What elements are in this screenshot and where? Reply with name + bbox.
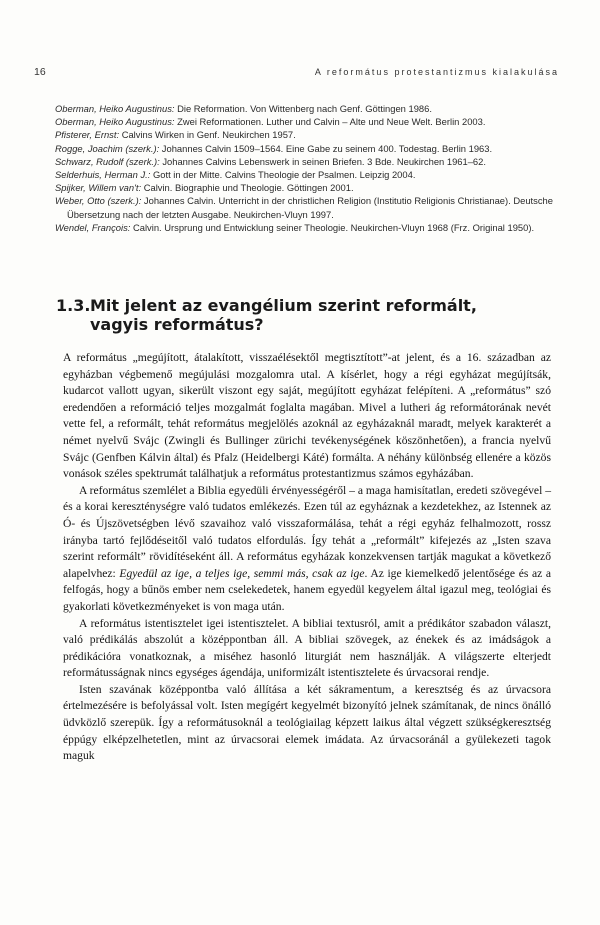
reference-author: Rogge, Joachim (szerk.): — [55, 142, 160, 154]
reference-author: Selderhuis, Herman J.: — [55, 169, 151, 181]
reference-list — [55, 102, 565, 234]
reference-author: Oberman, Heiko Augustinus: — [55, 103, 175, 114]
section-number: 1.3. — [56, 296, 91, 315]
reference-entry — [55, 181, 565, 194]
paragraph-text: A református szemlélet a Biblia egyedüli érvényességéről – a maga hamisítatlan, eredeti szövegével – és a korai kereszténységre való tudatos emlékezés. Ezen túl az egyháznak a kezdetekhez, az Istennek az Ó- és Újszövetségben lévő szavaihoz való visszaformálása, tehát a régi egyház felhalmozott, rossz irányba tartó fejlődéseitől való tudatos elfordulás. Így tehát a „reformált” kifejezés az „Isten szava szerint reformált” rövidítéseként áll. A református egyházak konzekvensen tartják magukat a következő alapelvhez: — [63, 483, 551, 580]
section-heading-line-1 — [56, 296, 556, 315]
reference-author: Oberman, Heiko Augustinus: — [55, 116, 175, 128]
section-heading — [56, 296, 556, 334]
reference-author: Pfisterer, Ernst: — [55, 129, 120, 141]
reference-text: Calvin. Ursprung und Entwicklung seiner Theologie. Neukirchen-Vluyn 1968 (Frz. Original 1950). — [130, 221, 535, 233]
reference-text: Johannes Calvin 1509–1564. Eine Gabe zu seinem 400. Todestag. Berlin 1963. — [159, 142, 493, 154]
page-number: 16 — [34, 66, 46, 78]
reference-entry — [55, 128, 565, 141]
paragraph: Isten szavának középpontba való állítása a két sákramentum, a keresztség és az úrvacsora értelmezésére is befolyással volt. Isten megígért kegyelmét bizonyító jelnek számítanak, de nincs önálló üdvközlő szerepük. Így a reformátusoknál a teológiailag képzett laikus által végzett szükségkeresztség éppúgy elképzelhetetlen, mint az úrvacsorai elemek imádata. Az úrvacsoránál a gyülekezeti tagok maguk — [63, 682, 551, 763]
reference-text: Gott in der Mitte. Calvins Theologie der Psalmen. Leipzig 2004. — [150, 169, 416, 181]
reference-text: Zwei Reformationen. Luther und Calvin – Alte und Neue Welt. Berlin 2003. — [174, 116, 486, 128]
reference-entry — [55, 221, 565, 234]
paragraph: A református istentisztelet igei istentisztelet. A bibliai textusról, amit a prédikátor szabadon választ, való prédikálás abszolút a középpontban áll. A bibliai szövegek, az énekek és az imádságok a prédikációra vonatkoznak, a miséhez hasonló liturgiát nem használják. A világszerte elterjedt reformátusságnak nincs egységes ágendája, uniformizált istentisztelete és úrvacsorai rendje. — [63, 616, 551, 680]
paragraph — [63, 483, 551, 616]
running-title: A református protestantizmus kialakulása — [314, 67, 559, 77]
reference-text: Calvins Wirken in Genf. Neukirchen 1957. — [119, 129, 296, 141]
paragraph: A református „megújított, átalakított, visszaélésektől megtisztított”-at jelent, és a 16. században az egyházban végbemenő megújulási mozgalomra utal. A kísérlet, hogy a régi egyházat megújítsák, kudarcot vallott ugyan, sikerült viszont egy saját, megújított egyházat felépíteni. A „református” szó eredendően a reformáció teljes mozgalmát foglalta magában. Mivel a lutheri ág reformátorának nevét vette fel, a reformált, tehát református megjelölés azoknál az egyházaknál maradt, melyek karakterét a német nyelvű Svájc (Zwingli és Bullinger zürichi tevékenységének köszönhetően), a francia nyelvű Svájc (Genfben Kálvin által) és Pfalz (Heidelbergi Káté) formálta. A néhány különbség ellenére a közös vonások széles spektrumát találhatjuk a református protestantizmus számos egyházában. — [63, 351, 551, 481]
paragraph-text: . Az ige kiemelkedő jelentősége és az a felfogás, hogy a bűnös ember nem cselekedetek, hanem egyedül kegyelem által igazul meg, teológiai és gyakorlati következményeket is von maga után. — [63, 566, 552, 613]
body-text — [63, 350, 551, 765]
reference-text: Johannes Calvins Lebenswerk in seinen Briefen. 3 Bde. Neukirchen 1961–62. — [159, 155, 486, 167]
reference-entry — [55, 168, 565, 181]
running-header — [34, 66, 559, 78]
reference-text: Die Reformation. Von Wittenberg nach Genf. Göttingen 1986. — [174, 103, 432, 114]
section-title-line-2: vagyis református? — [90, 315, 264, 334]
section-title-line-1: Mit jelent az evangélium szerint reformált, — [90, 296, 477, 315]
reference-text: Calvin. Biographie und Theologie. Göttingen 2001. — [141, 182, 354, 194]
reference-entry — [55, 194, 565, 220]
emphasized-principle: Egyedül az ige, a teljes ige, semmi más, csak az ige — [119, 566, 365, 580]
reference-entry — [55, 115, 565, 128]
reference-author: Spijker, Willem van't: — [55, 182, 142, 194]
reference-entry — [55, 142, 565, 155]
reference-entry — [55, 155, 565, 168]
reference-text: Johannes Calvin. Unterricht in der christlichen Religion (Institutio Religionis Christianae). Deutsche Übersetzung nach der letzten Ausgabe. Neukirchen-Vluyn 1997. — [67, 195, 553, 220]
reference-entry — [55, 102, 565, 115]
reference-author: Weber, Otto (szerk.): — [55, 195, 142, 207]
reference-author: Wendel, François: — [55, 221, 131, 233]
reference-author: Schwarz, Rudolf (szerk.): — [55, 155, 160, 167]
